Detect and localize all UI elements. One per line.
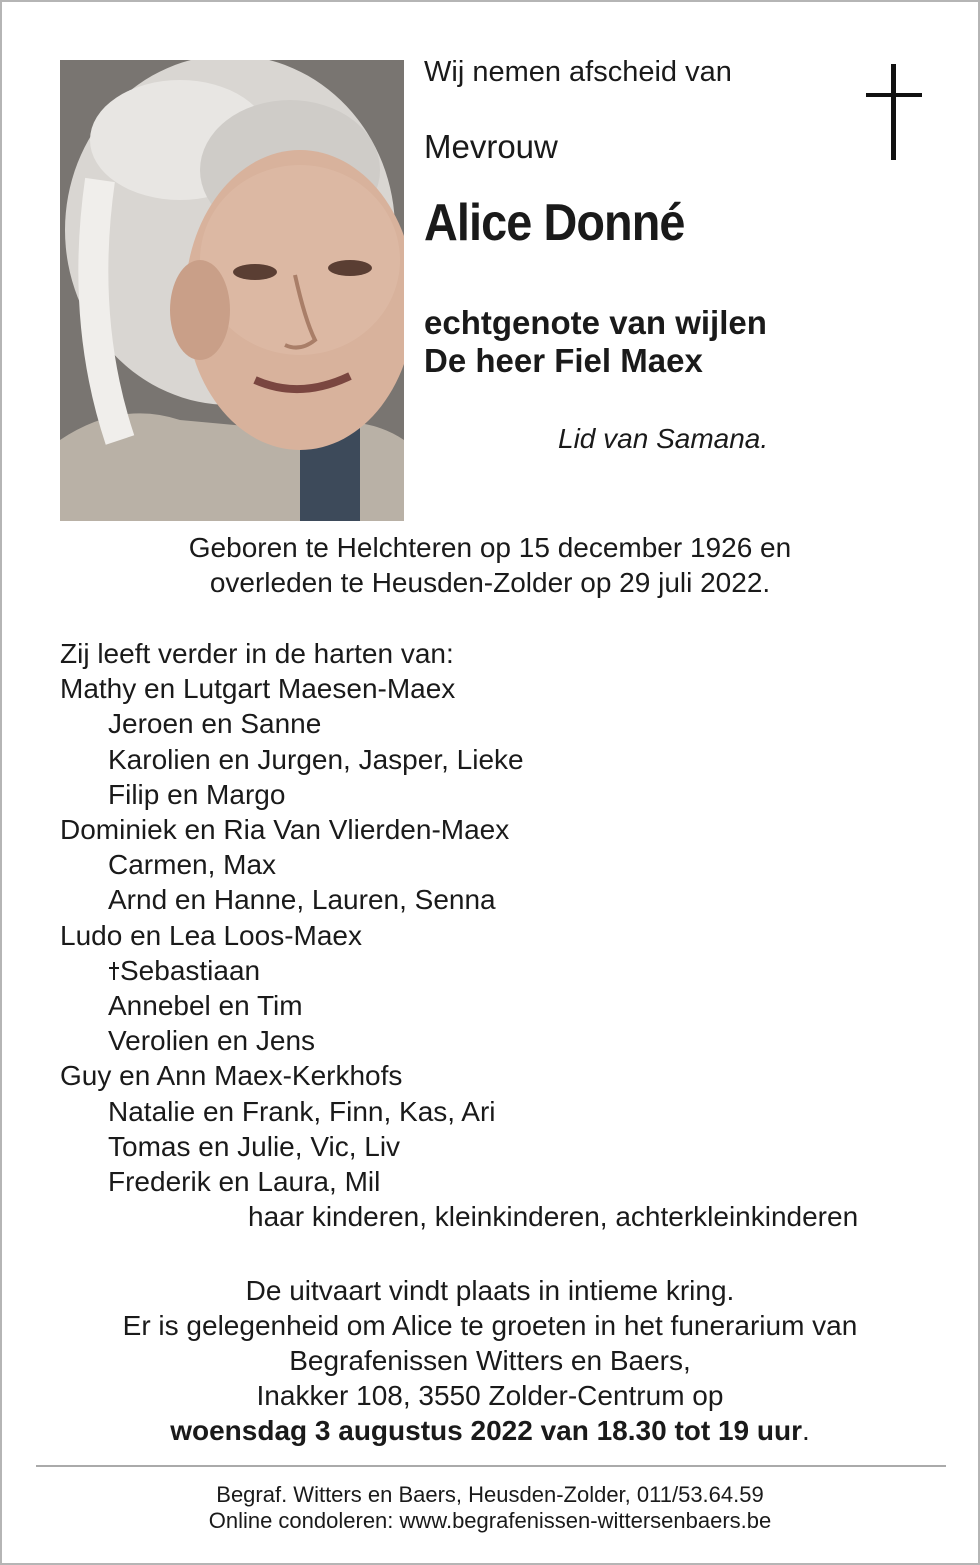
family-parents: Mathy en Lutgart Maesen-Maex <box>60 673 456 705</box>
visitation-line <box>2 1413 978 1448</box>
family-child: Filip en Margo <box>108 778 286 810</box>
intro-text: Wij nemen afscheid van <box>424 56 732 88</box>
footer-contact: Begraf. Witters en Baers, Heusden-Zolder, 011/53.64.59 <box>216 1482 764 1507</box>
portrait-photo <box>60 60 404 521</box>
visitation-time: woensdag 3 augustus 2022 van 18.30 tot 19 uur <box>170 1415 802 1446</box>
family-parents: Dominiek en Ria Van Vlierden-Maex <box>60 814 510 846</box>
family-child: Karolien en Jurgen, Jasper, Lieke <box>108 743 524 775</box>
spouse-line: echtgenote van wijlen <box>424 304 767 341</box>
survivors-intro: Zij leeft verder in de harten van: <box>60 638 454 669</box>
honorific: Mevrouw <box>424 128 558 165</box>
portrait-illustration <box>60 60 404 521</box>
family-parents: Guy en Ann Maex-Kerkhofs <box>60 1060 403 1092</box>
divider <box>36 1465 946 1467</box>
spouse-line: De heer Fiel Maex <box>424 342 703 379</box>
funeral-info <box>2 1273 978 1448</box>
survivors-summary: haar kinderen, kleinkinderen, achterkleinkinderen <box>248 1201 859 1233</box>
family-parents: Ludo en Lea Loos-Maex <box>60 919 362 951</box>
visitation-end: . <box>802 1415 810 1446</box>
born-line: Geboren te Helchteren op 15 december 1926 en <box>188 532 792 563</box>
spouse-info <box>424 304 767 380</box>
family-child-name: Sebastiaan <box>120 954 261 986</box>
birth-death-info <box>2 530 978 600</box>
membership: Lid van Samana. <box>558 423 769 454</box>
family-child: Annebel en Tim <box>108 990 303 1022</box>
funeral-line: Er is gelegenheid om Alice te groeten in het funerarium van <box>122 1310 858 1341</box>
funeral-line: De uitvaart vindt plaats in intieme kring. <box>245 1275 735 1306</box>
born-line: overleden te Heusden-Zolder op 29 juli 2022. <box>209 567 771 598</box>
family-child: Verolien en Jens <box>108 1025 316 1057</box>
small-cross-icon <box>108 961 120 981</box>
family-child: Jeroen en Sanne <box>108 708 322 740</box>
deceased-name: Alice Donné <box>424 194 685 252</box>
funeral-line: Inakker 108, 3550 Zolder-Centrum op <box>256 1380 724 1411</box>
family-child: Tomas en Julie, Vic, Liv <box>108 1130 401 1162</box>
family-child: Frederik en Laura, Mil <box>108 1166 381 1198</box>
family-child-deceased <box>60 953 858 988</box>
funeral-line: Begrafenissen Witters en Baers, <box>289 1345 691 1376</box>
family-child: Natalie en Frank, Finn, Kas, Ari <box>108 1095 496 1127</box>
footer <box>2 1482 978 1534</box>
footer-website[interactable]: Online condoleren: www.begrafenissen-wittersenbaers.be <box>208 1508 772 1533</box>
cross-icon <box>866 64 924 162</box>
family-child: Arnd en Hanne, Lauren, Senna <box>108 884 496 916</box>
survivors-list <box>60 636 858 1234</box>
family-child: Carmen, Max <box>108 849 277 881</box>
